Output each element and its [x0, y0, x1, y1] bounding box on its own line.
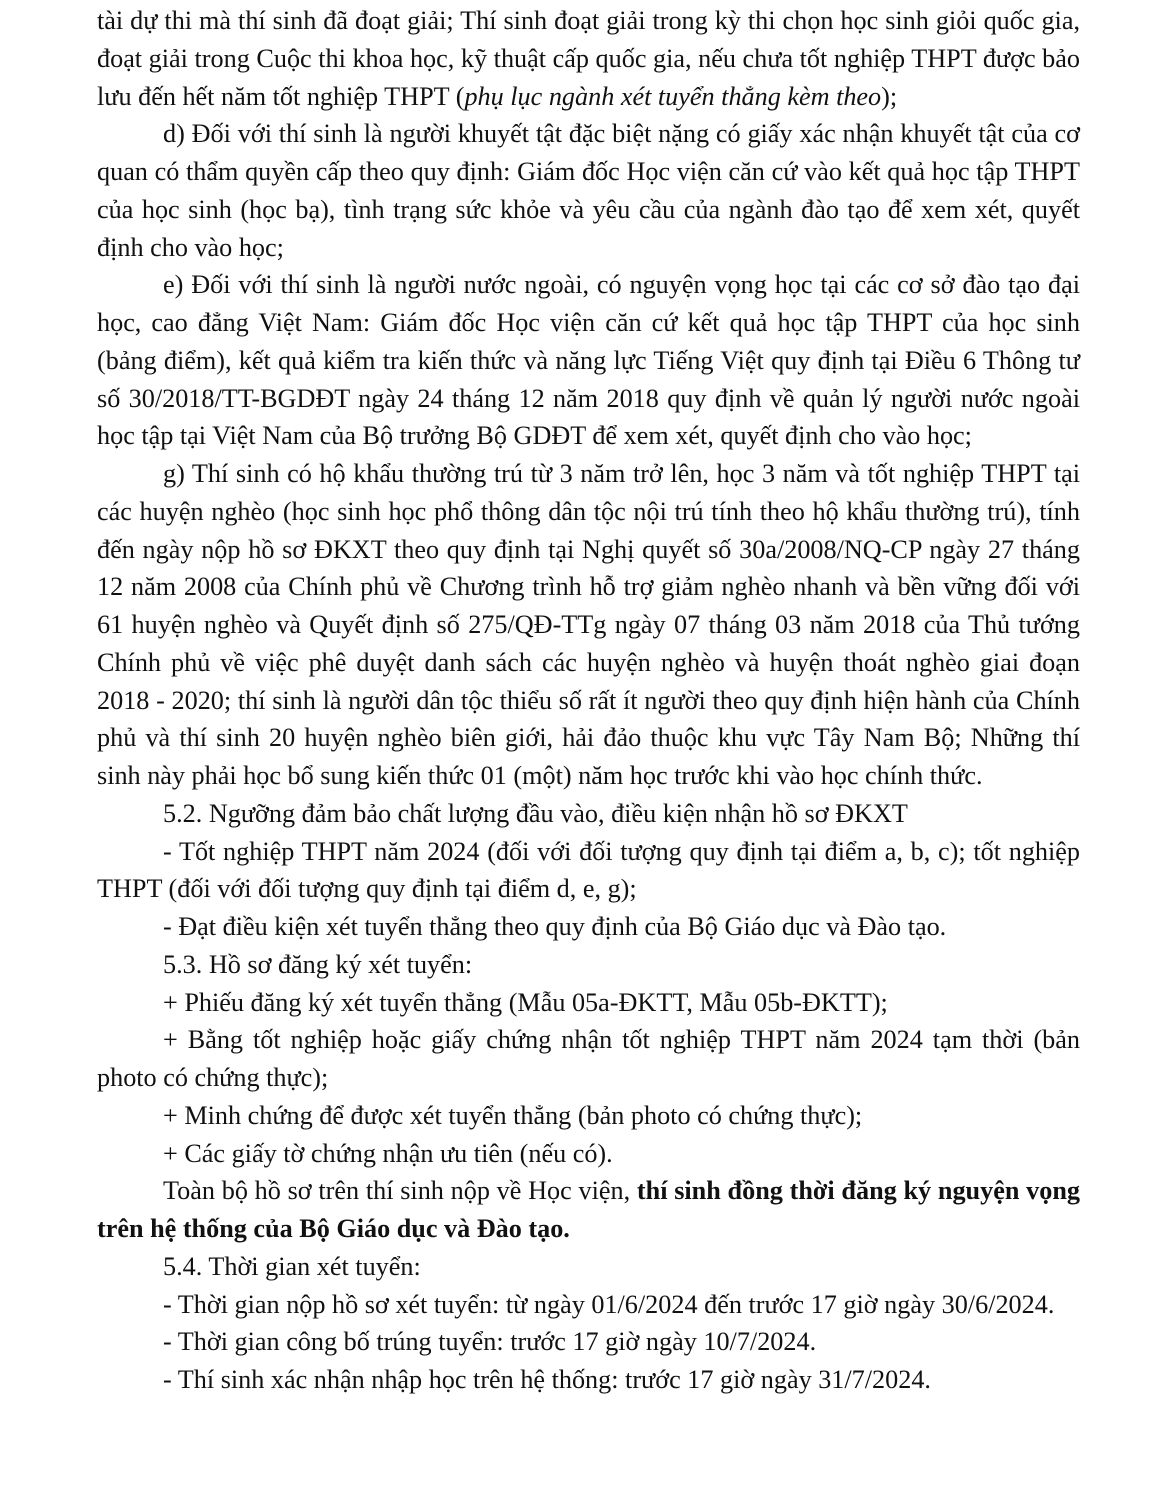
paragraph-g: g) Thí sinh có hộ khẩu thường trú từ 3 năm trở lên, học 3 năm và tốt nghiệp THPT tại các huyện nghèo (học sinh học phổ thông dân tộc nội trú tính theo hộ khẩu thường trú), tính đến ngày nộp hồ sơ ĐKXT theo quy định tại Nghị quyết số 30a/2008/NQ-CP ngày 27 tháng 12 năm 2008 của Chính phủ về Chương trình hỗ trợ giảm nghèo nhanh và bền vững đối với 61 huyện nghèo và Quyết định số 275/QĐ-TTg ngày 07 tháng 03 năm 2018 của Thủ tướng Chính phủ về việc phê duyệt danh sách các huyện nghèo và huyện thoát nghèo giai đoạn 2018 - 2020; thí sinh là người dân tộc thiểu số rất ít người theo quy định hiện hành của Chính phủ và thí sinh 20 huyện nghèo biên giới, hải đảo thuộc khu vực Tây Nam Bộ; Những thí sinh này phải học bổ sung kiến thức 01 (một) năm học trước khi vào học chính thức.: [97, 459, 1080, 790]
annex-reference: phụ lục ngành xét tuyển thẳng kèm theo: [464, 81, 882, 111]
paragraph-c-continued: [97, 2, 1080, 115]
condition-graduation: - Tốt nghiệp THPT năm 2024 (đối với đối tượng quy định tại điểm a, b, c); tốt nghiệp THPT (đối với đối tượng quy định tại điểm d, e, g);: [97, 836, 1080, 904]
paragraph-e: e) Đối với thí sinh là người nước ngoài, có nguyện vọng học tại các cơ sở đào tạo đại học, cao đẳng Việt Nam: Giám đốc Học viện căn cứ kết quả học tập THPT của học sinh (bảng điểm), kết quả kiểm tra kiến thức và năng lực Tiếng Việt quy định tại Điều 6 Thông tư số 30/2018/TT-BGDĐT ngày 24 tháng 12 năm 2018 quy định về quản lý người nước ngoài học tập tại Việt Nam của Bộ trưởng Bộ GDĐT để xem xét, quyết định cho vào học;: [97, 270, 1080, 451]
dossier-summary: [97, 1172, 1080, 1248]
dossier-item-diploma: + Bằng tốt nghiệp hoặc giấy chứng nhận tốt nghiệp THPT năm 2024 tạm thời (bản photo có chứng thực);: [97, 1025, 1080, 1092]
dossier-item-form: + Phiếu đăng ký xét tuyển thẳng (Mẫu 05a-ĐKTT, Mẫu 05b-ĐKTT);: [163, 987, 888, 1017]
timeline-enrollment-confirmation: - Thí sinh xác nhận nhập học trên hệ thống: trước 17 giờ ngày 31/7/2024.: [163, 1365, 931, 1394]
dossier-item-evidence: + Minh chứng để được xét tuyển thẳng (bản photo có chứng thực);: [163, 1100, 863, 1130]
document-page: [97, 2, 1080, 1399]
condition-eligibility: - Đạt điều kiện xét tuyển thẳng theo quy định của Bộ Giáo dục và Đào tạo.: [163, 912, 947, 941]
dossier-summary-emphasis: thí sinh đồng thời đăng ký nguyện vọng trên hệ thống của Bộ Giáo dục và Đào tạo.: [97, 1176, 1080, 1243]
paragraph-c-text: tài dự thi mà thí sinh đã đoạt giải; Thí sinh đoạt giải trong kỳ thi chọn học sinh giỏi quốc gia, đoạt giải trong Cuộc thi khoa học, kỹ thuật cấp quốc gia, nếu chưa tốt nghiệp THPT được bảo lưu đến hết năm tốt nghiệp THPT (: [97, 6, 1080, 111]
timeline-announcement: - Thời gian công bố trúng tuyển: trước 17 giờ ngày 10/7/2024.: [163, 1327, 817, 1357]
dossier-item-priority: + Các giấy tờ chứng nhận ưu tiên (nếu có).: [163, 1138, 613, 1168]
timeline-submission: - Thời gian nộp hồ sơ xét tuyển: từ ngày 01/6/2024 đến trước 17 giờ ngày 30/6/2024.: [163, 1289, 1055, 1319]
section-heading-5-3: 5.3. Hồ sơ đăng ký xét tuyển:: [163, 949, 473, 979]
section-heading-5-2: 5.2. Ngưỡng đảm bảo chất lượng đầu vào, điều kiện nhận hồ sơ ĐKXT: [163, 798, 908, 828]
paragraph-d: d) Đối với thí sinh là người khuyết tật đặc biệt nặng có giấy xác nhận khuyết tật của cơ quan có thẩm quyền cấp theo quy định: Giám đốc Học viện căn cứ vào kết quả học tập THPT của học sinh (học bạ), tình trạng sức khỏe và yêu cầu của ngành đào tạo để xem xét, quyết định cho vào học;: [97, 119, 1080, 262]
paragraph-c-tail: );: [881, 81, 898, 111]
section-heading-5-4: 5.4. Thời gian xét tuyển:: [163, 1251, 421, 1281]
dossier-summary-text: Toàn bộ hồ sơ trên thí sinh nộp về Học viện,: [163, 1176, 637, 1206]
